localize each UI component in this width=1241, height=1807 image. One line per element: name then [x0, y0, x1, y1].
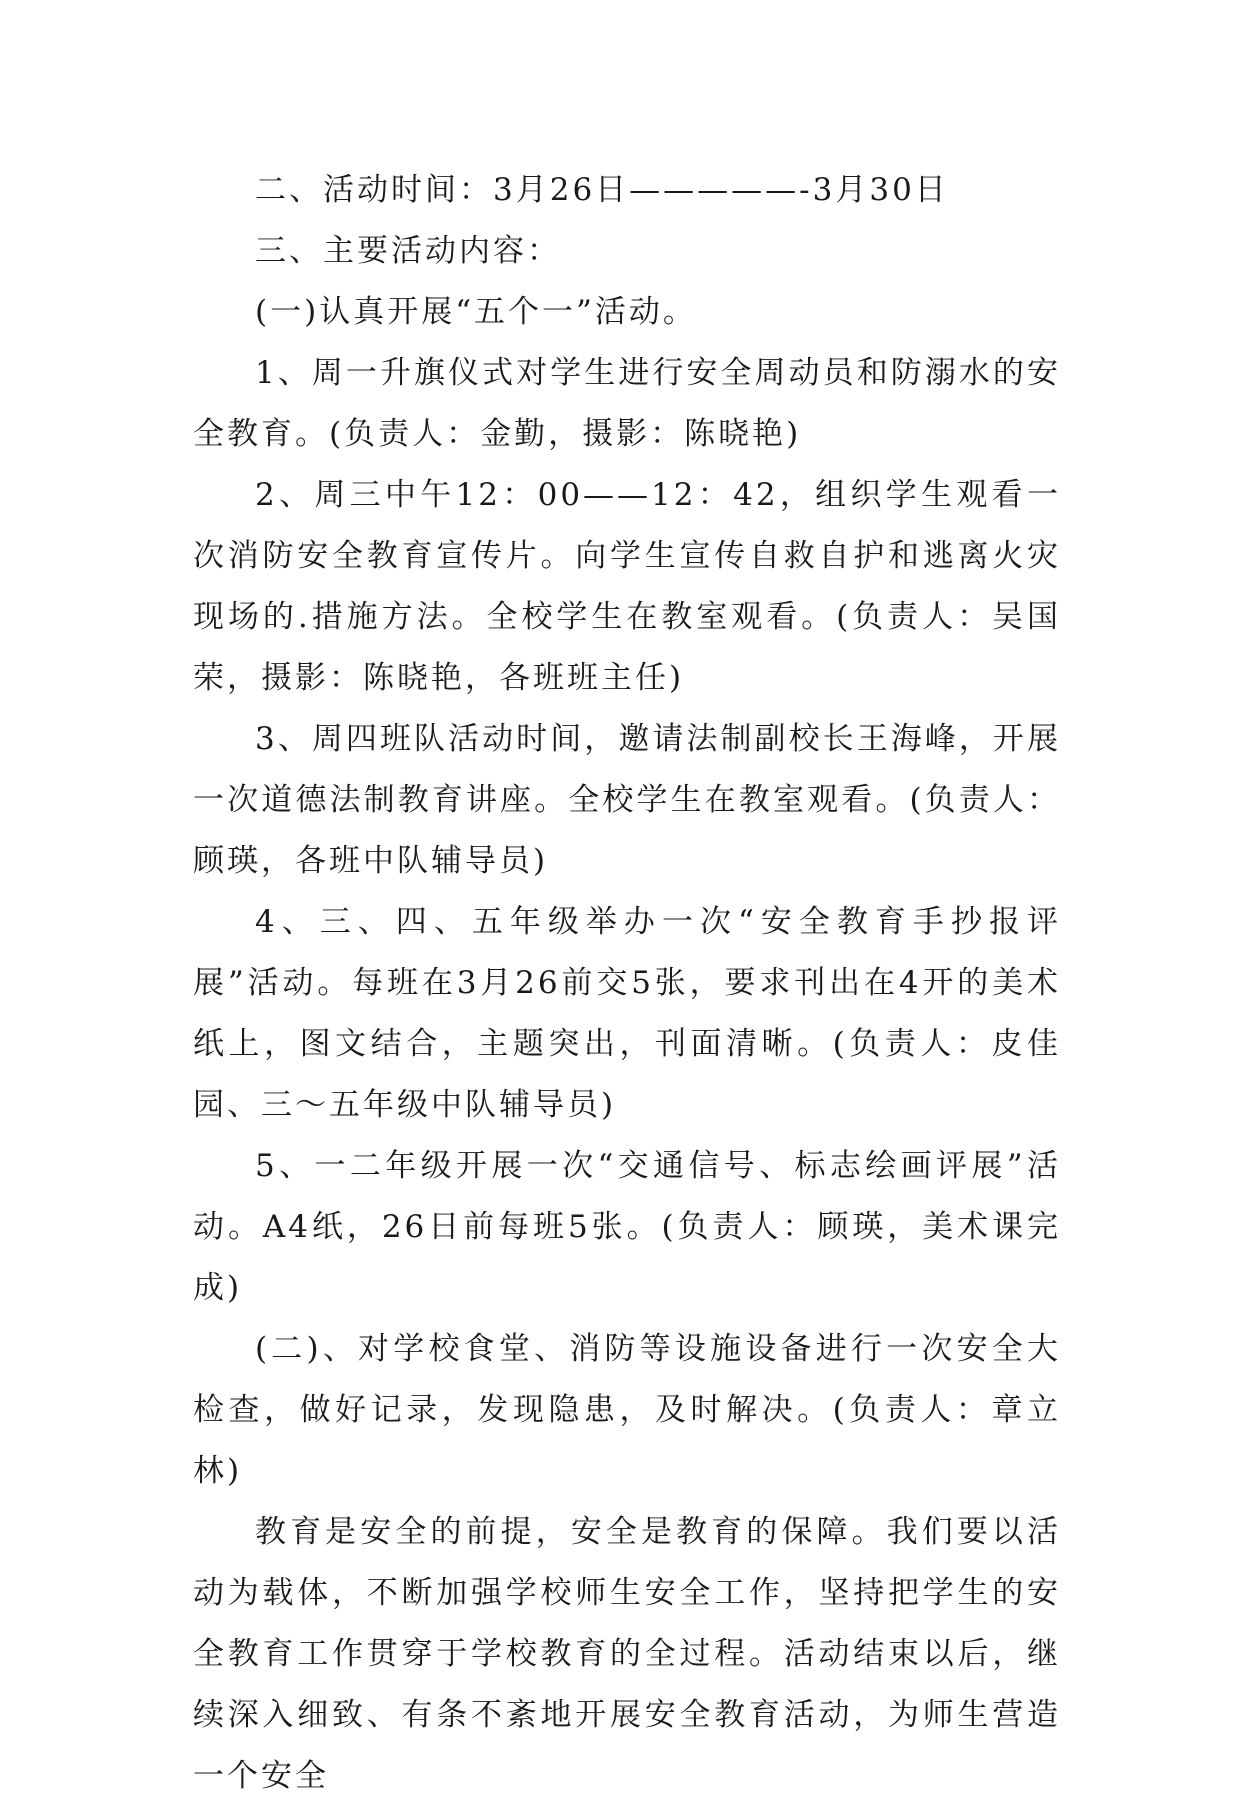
item-1-paragraph: 1、周一升旗仪式对学生进行安全周动员和防溺水的安全教育。(负责人：金勤，摄影：陈晓艳)	[193, 355, 1061, 452]
document-body	[193, 160, 1061, 1807]
closing-paragraph: 教育是安全的前提，安全是教育的保障。我们要以活动为载体，不断加强学校师生安全工作，坚持把学生的安全教育工作贯穿于学校教育的全过程。活动结束以后，继续深入细致、有条不紊地开展安全教育活动，为师生营造一个安全	[193, 1514, 1061, 1794]
item-3-paragraph: 3、周四班队活动时间，邀请法制副校长王海峰，开展一次道德法制教育讲座。全校学生在教室观看。(负责人：顾瑛，各班中队辅导员)	[193, 721, 1061, 879]
section-two-paragraph: (二)、对学校食堂、消防等设施设备进行一次安全大检查，做好记录，发现隐患，及时解决。(负责人：章立林)	[193, 1331, 1061, 1489]
activity-time-paragraph: 二、活动时间：3月26日—————-3月30日	[255, 172, 949, 208]
item-4-paragraph: 4、三、四、五年级举办一次“安全教育手抄报评展”活动。每班在3月26前交5张，要求刊出在4开的美术纸上，图文结合，主题突出，刊面清晰。(负责人：皮佳园、三～五年级中队辅导员)	[193, 904, 1061, 1123]
main-content-heading: 三、主要活动内容：	[255, 233, 561, 269]
section-one-heading: (一)认真开展“五个一”活动。	[255, 294, 697, 330]
item-5-paragraph: 5、一二年级开展一次“交通信号、标志绘画评展”活动。A4纸，26日前每班5张。(负责人：顾瑛，美术课完成)	[193, 1148, 1061, 1306]
item-2-paragraph: 2、周三中午12：00——12：42，组织学生观看一次消防安全教育宣传片。向学生宣传自救自护和逃离火灾现场的.措施方法。全校学生在教室观看。(负责人：吴国荣，摄影：陈晓艳，各班班主任)	[193, 477, 1061, 696]
